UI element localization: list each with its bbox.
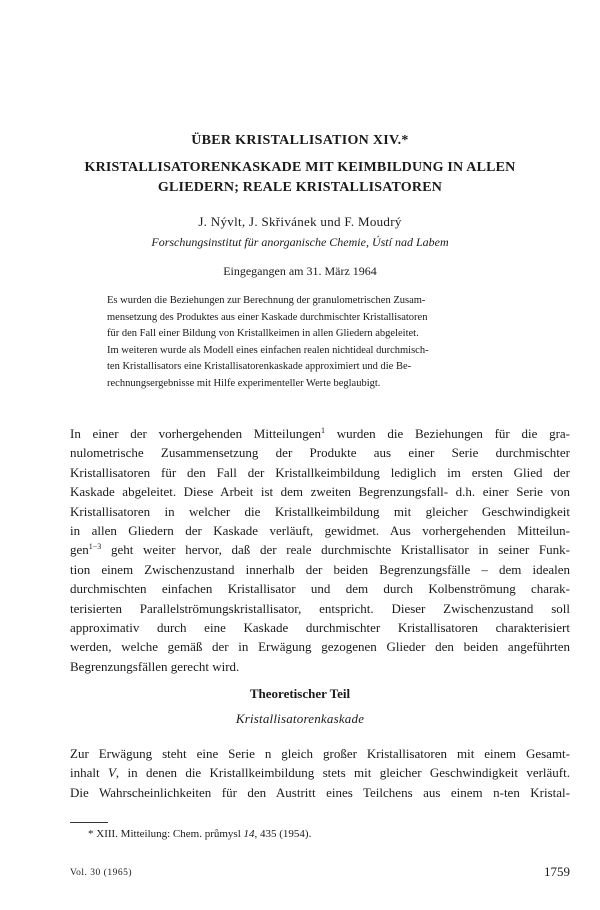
subtitle-line-2: GLIEDERN; REALE KRISTALLISATOREN — [157, 180, 443, 195]
abstract — [107, 293, 512, 392]
subtitle-line-1: KRISTALLISATORENKASKADE MIT KEIMBILDUNG IN ALLEN — [84, 160, 516, 175]
paragraph-line: Die Wahrscheinlichkeiten für den Austritt eines Teilchens aus einem n-ten Kristal- — [70, 784, 570, 800]
paragraph-line: In einer der vorhergehenden Mitteilungen$^1$ wurden die Beziehungen für die gra- — [70, 426, 571, 441]
abstract-line: Es wurden die Beziehungen zur Berechnung der granulometrischen Zusam- — [107, 295, 426, 306]
citation-ref: 1−3 — [88, 542, 102, 552]
paragraph-line: Begrenzungsfällen gerecht wird. — [70, 658, 240, 674]
abstract-line: mensetzung des Produktes aus einer Kaskade durchmischter Kristallisatoren — [107, 311, 428, 323]
cascade-paragraph — [70, 744, 570, 802]
authors: J. Nývlt, J. Skřivánek und F. Moudrý — [198, 214, 402, 229]
subsection-heading: Kristallisatorenkaskade — [235, 711, 365, 726]
paper-title: ÜBER KRISTALLISATION XIV.* — [191, 133, 409, 148]
paragraph-line: inhalt V, in denen die Kristallkeimbildung stets mit gleicher Geschwindigkeit verläuft. — [70, 765, 570, 781]
abstract-line: für den Fall einer Bildung von Kristallkeimen in allen Gliedern abgeleitet. — [107, 328, 419, 339]
journal-info: Vol. 30 (1965) — [70, 868, 132, 878]
paper-subtitle — [60, 158, 540, 198]
paragraph-line: durchmischten einfachen Kristallisator und dem durch Kolbenströmung charak- — [70, 581, 570, 597]
abstract-line: rechnungsergebnisse mit Hilfe experimenteller Werte beglaubigt. — [107, 377, 381, 389]
paragraph-line: gen$^{1-3}$ geht weiter hervor, daß der reale durchmischte Kristallisator in seiner Funk- — [70, 542, 570, 558]
paragraph-line: werden, welche gemäß der in Erwägung gezogenen Glieder den beiden angeführten — [70, 639, 570, 655]
intro-paragraph — [70, 424, 570, 676]
paragraph-line: Kaskade abgeleitet. Diese Arbeit ist dem zweiten Begrenzungsfall- d.h. einer Serie von — [70, 484, 570, 500]
paragraph-line: Kristallisatoren in welcher die Kristallkeimbildung mit gleicher Geschwindigkeit — [70, 503, 570, 519]
paragraph-line: tion einem Zwischenzustand innerhalb der beiden Begrenzungsfälle – dem idealen — [70, 561, 570, 577]
paragraph-line: Kristallisatoren für den Fall der Kristallkeimbildung lediglich im ersten Glied der — [70, 464, 570, 480]
paragraph-line: Zur Erwägung steht eine Serie n gleich großer Kristallisatoren mit einem Gesamt- — [70, 746, 570, 761]
section-heading: Theoretischer Teil — [249, 686, 351, 701]
abstract-line: Im weiteren wurde als Modell eines einfachen realen nichtideal durchmisch- — [107, 344, 429, 356]
paragraph-line: approximativ durch eine Kaskade durchmischter Kristallisatoren charakterisiert — [70, 620, 570, 636]
footnote-rule — [70, 822, 108, 823]
footnote: * XIII. Mitteilung: Chem. průmysl 14, 435 (1954). — [88, 828, 312, 840]
abstract-line: ten Kristallisators eine Kristallisatorenkaskade approximiert und die Be- — [107, 361, 412, 372]
institution: Forschungsinstitut für anorganische Chemie, Ústí nad Labem — [151, 235, 449, 249]
paragraph-line: nulometrische Zusammensetzung der Produkte aus einer Serie durchmischter — [70, 445, 570, 461]
received-date: Eingegangen am 31. März 1964 — [223, 264, 377, 278]
paragraph-line: terisierten Parallelströmungskristallisator, entspricht. Dieser Zwischenzustand soll — [70, 600, 570, 616]
paragraph-line: in allen Gliedern der Kaskade verläuft, gewidmet. Aus vorhergehenden Mitteilun- — [70, 523, 570, 539]
citation-ref: 1 — [320, 426, 325, 435]
variable-v: V — [107, 765, 116, 781]
page-number: 1759 — [544, 864, 570, 879]
footnote-volume: 14 — [243, 828, 255, 840]
